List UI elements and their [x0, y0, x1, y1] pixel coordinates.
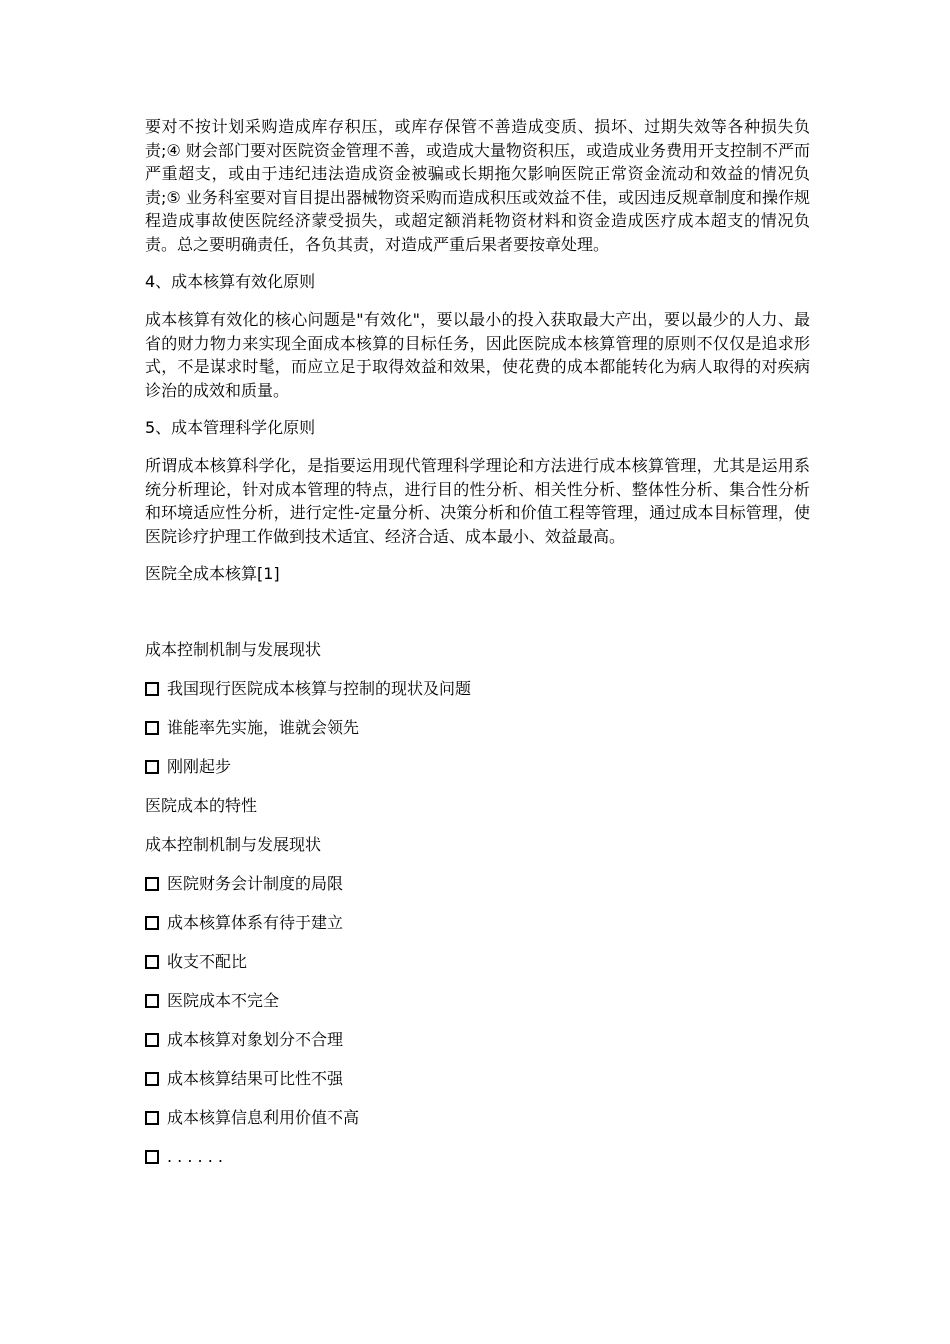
list-item: [145, 872, 810, 911]
list-item: [145, 950, 810, 989]
list-item-text: 成本核算结果可比性不强: [167, 1069, 344, 1088]
section-title: 成本控制机制与发展现状: [145, 835, 322, 854]
section-title: 成本控制机制与发展现状: [145, 640, 322, 659]
checkbox-bullet-icon: [145, 1150, 159, 1164]
paragraph-scientific: 所谓成本核算科学化，是指要运用现代管理科学理论和方法进行成本核算管理，尤其是运用系统分析理论，针对成本管理的特点，进行目的性分析、相关性分析、整体性分析、集合性分析和环境适应性分析，进行定性-定量分析、决策分析和价值工程等管理，通过成本目标管理，使医院诊疗护理工作做到技术适宜、经济合适、成本最小、效益最高。: [145, 456, 810, 546]
checkbox-bullet-icon: [145, 1033, 159, 1047]
list-item-text: 医院成本不完全: [167, 991, 280, 1010]
checkbox-bullet-icon: [145, 916, 159, 930]
paragraph-responsibility: 要对不按计划采购造成库存积压，或库存保管不善造成变质、损坏、过期失效等各种损失负责;④ 财会部门要对医院资金管理不善，或造成大量物资积压，或造成业务费用开支控制不严而严重超支，或由于违纪违法造成资金被骗或长期拖欠影响医院正常资金流动和效益的情况负责;⑤ 业务科室要对盲目提出器械物资采购而造成积压或效益不佳，或因违反规章制度和操作规程造成事故使医院经济蒙受损失，或超定额消耗物资材料和资金造成医疗成本超支的情况负责。总之要明确责任，各负其责，对造成严重后果者要按章处理。: [145, 117, 810, 254]
list-item: [145, 1145, 810, 1184]
list-item-text: 成本核算信息利用价值不高: [167, 1108, 360, 1127]
list-item-text: 我国现行医院成本核算与控制的现状及问题: [167, 679, 472, 698]
list-item: [145, 677, 810, 716]
checkbox-bullet-icon: [145, 994, 159, 1008]
list-item-text: 收支不配比: [167, 952, 248, 971]
section-title: 医院成本的特性: [145, 796, 258, 815]
checkbox-bullet-icon: [145, 682, 159, 696]
checkbox-bullet-icon: [145, 1072, 159, 1086]
list-item: [145, 1028, 810, 1067]
list-item: [145, 755, 810, 794]
heading-principle-5: 5、成本管理科学化原则: [145, 418, 316, 437]
list-item: [145, 1067, 810, 1106]
list-item-text: 成本核算体系有待于建立: [167, 913, 344, 932]
list-item: [145, 989, 810, 1028]
list-item-text: 刚刚起步: [167, 757, 232, 776]
checkbox-bullet-icon: [145, 760, 159, 774]
list-item-text: 成本核算对象划分不合理: [167, 1030, 344, 1049]
list-item: [145, 911, 810, 950]
reference-heading: 医院全成本核算[1]: [145, 564, 280, 583]
checkbox-bullet-icon: [145, 1111, 159, 1125]
list-item-text: 谁能率先实施，谁就会领先: [167, 718, 360, 737]
paragraph-effectiveness: 成本核算有效化的核心问题是"有效化"，要以最小的投入获取最大产出，要以最少的人力、最省的财力物力来实现全面成本核算的目标任务，因此医院成本核算管理的原则不仅仅是追求形式，不是谋求时髦，而应立足于取得效益和效果，使花费的成本都能转化为病人取得的对疾病诊治的成效和质量。: [145, 310, 810, 400]
list-item: [145, 716, 810, 755]
list-item-text: 医院财务会计制度的局限: [167, 874, 344, 893]
list-item-text: . . . . . .: [167, 1147, 223, 1166]
document-page: [145, 115, 810, 1184]
checkbox-bullet-icon: [145, 955, 159, 969]
list-item: [145, 1106, 810, 1145]
checkbox-bullet-icon: [145, 721, 159, 735]
heading-principle-4: 4、成本核算有效化原则: [145, 272, 316, 291]
blank-space: [145, 600, 810, 638]
checkbox-bullet-icon: [145, 877, 159, 891]
